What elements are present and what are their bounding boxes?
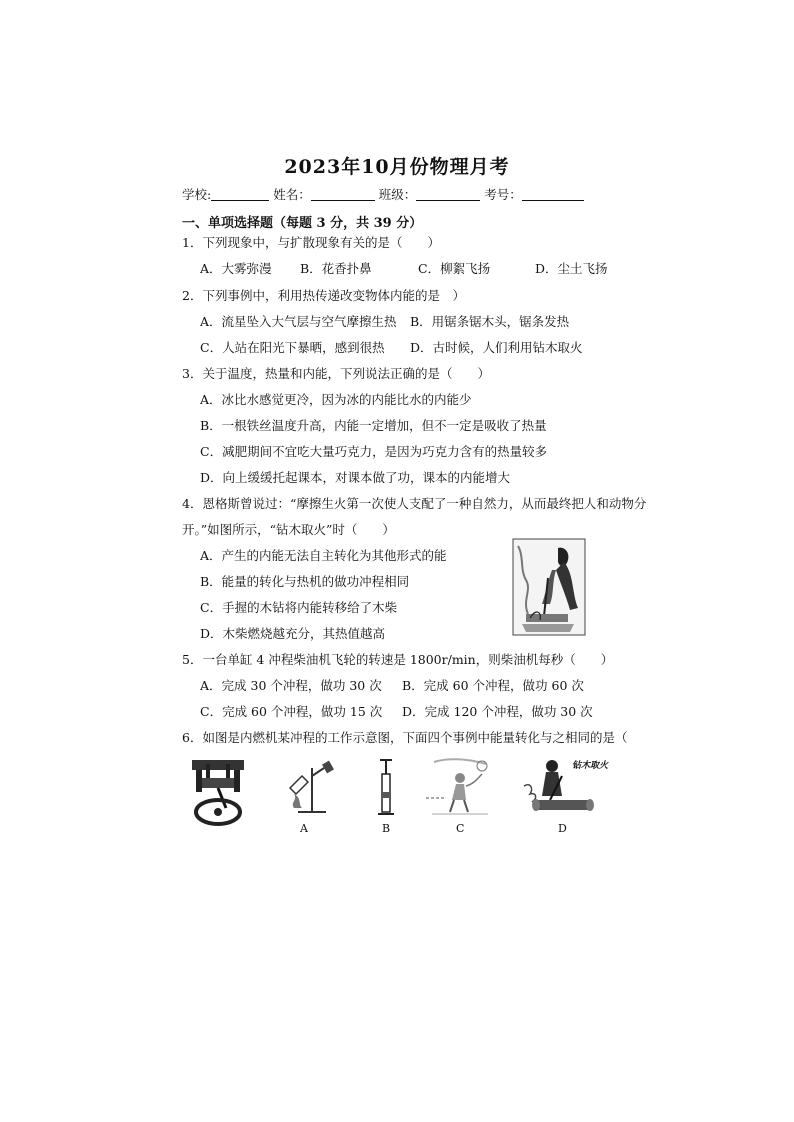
figure-a-test-tube bbox=[282, 758, 340, 816]
number-label: 考号： bbox=[484, 187, 522, 202]
class-blank[interactable] bbox=[416, 188, 480, 201]
question-1-stem: 1．下列现象中，与扩散现象有关的是（ ） bbox=[182, 235, 440, 250]
name-label: 姓名： bbox=[273, 187, 311, 202]
student-info-line bbox=[182, 185, 584, 203]
question-3-option-c[interactable]: C．减肥期间不宜吃大量巧克力，是因为巧克力含有的热量较多 bbox=[200, 444, 548, 459]
figure-d-caption: 钻木取火 bbox=[572, 761, 609, 771]
question-6-stem: 6．如图是内燃机某冲程的工作示意图，下面四个事例中能量转化与之相同的是（ bbox=[182, 730, 628, 745]
school-label: 学校: bbox=[182, 187, 212, 202]
question-1-option-d[interactable]: D．尘土飞扬 bbox=[535, 261, 608, 276]
class-label: 班级： bbox=[378, 187, 417, 202]
question-5-stem: 5．一台单缸 4 冲程柴油机飞轮的转速是 1800r/min，则柴油机每秒（ ） bbox=[182, 652, 614, 667]
exam-title: 2023年10月份物理月考 bbox=[284, 156, 510, 178]
question-5-option-b[interactable]: B．完成 60 个冲程，做功 60 次 bbox=[402, 678, 584, 693]
figure-a-label: A bbox=[300, 822, 308, 835]
question-2-option-c[interactable]: C．人站在阳光下暴晒，感到很热 bbox=[200, 340, 385, 355]
question-4-option-c[interactable]: C．手握的木钻将内能转移给了木柴 bbox=[200, 600, 398, 615]
question-2-option-d[interactable]: D．古时候，人们利用钻木取火 bbox=[410, 340, 583, 355]
question-4-option-a[interactable]: A．产生的内能无法自主转化为其他形式的能 bbox=[200, 548, 447, 563]
question-2-option-a[interactable]: A．流星坠入大气层与空气摩擦生热 bbox=[200, 314, 397, 329]
number-blank[interactable] bbox=[522, 188, 584, 201]
question-5-option-a[interactable]: A．完成 30 个冲程，做功 30 次 bbox=[200, 678, 382, 693]
figure-b-air-pump bbox=[376, 758, 396, 818]
question-3-option-a[interactable]: A．冰比水感觉更冷，因为冰的内能比水的内能少 bbox=[200, 392, 472, 407]
question-3-option-b[interactable]: B．一根铁丝温度升高，内能一定增加，但不一定是吸收了热量 bbox=[200, 418, 547, 433]
figure-b-label: B bbox=[382, 822, 391, 835]
school-blank[interactable] bbox=[211, 188, 269, 201]
question-3-stem: 3．关于温度，热量和内能，下列说法正确的是（ ） bbox=[182, 366, 490, 381]
question-4-option-d[interactable]: D．木柴燃烧越充分，其热值越高 bbox=[200, 626, 386, 641]
question-2-option-b[interactable]: B．用锯条锯木头，锯条发热 bbox=[410, 314, 570, 329]
question-4-option-b[interactable]: B．能量的转化与热机的做功冲程相同 bbox=[200, 574, 410, 589]
question-4-stem-line1: 4．恩格斯曾说过：“摩擦生火第一次使人支配了一种自然力，从而最终把人和动物分 bbox=[182, 496, 647, 511]
figure-c-label: C bbox=[456, 822, 465, 835]
figure-c-sunbathing bbox=[426, 756, 492, 818]
question-4-stem-line2: 开。”如图所示，“钻木取火”时（ ） bbox=[182, 522, 395, 537]
figure-d-label: D bbox=[558, 822, 567, 835]
drilling-fire-figure bbox=[512, 538, 586, 636]
section-heading: 一、单项选择题（每题 3 分，共 39 分） bbox=[182, 216, 423, 231]
question-1-option-c[interactable]: C．柳絮飞扬 bbox=[418, 261, 491, 276]
question-1-option-b[interactable]: B．花香扑鼻 bbox=[300, 261, 372, 276]
question-3-option-d[interactable]: D．向上缓缓托起课本，对课本做了功，课本的内能增大 bbox=[200, 470, 511, 485]
question-5-option-d[interactable]: D．完成 120 个冲程，做功 30 次 bbox=[402, 704, 593, 719]
name-blank[interactable] bbox=[311, 188, 375, 201]
engine-cylinder-figure bbox=[188, 756, 248, 826]
question-5-option-c[interactable]: C．完成 60 个冲程，做功 15 次 bbox=[200, 704, 383, 719]
question-2-stem: 2．下列事例中，利用热传递改变物体内能的是 ） bbox=[182, 288, 465, 303]
question-1-option-a[interactable]: A．大雾弥漫 bbox=[200, 261, 272, 276]
